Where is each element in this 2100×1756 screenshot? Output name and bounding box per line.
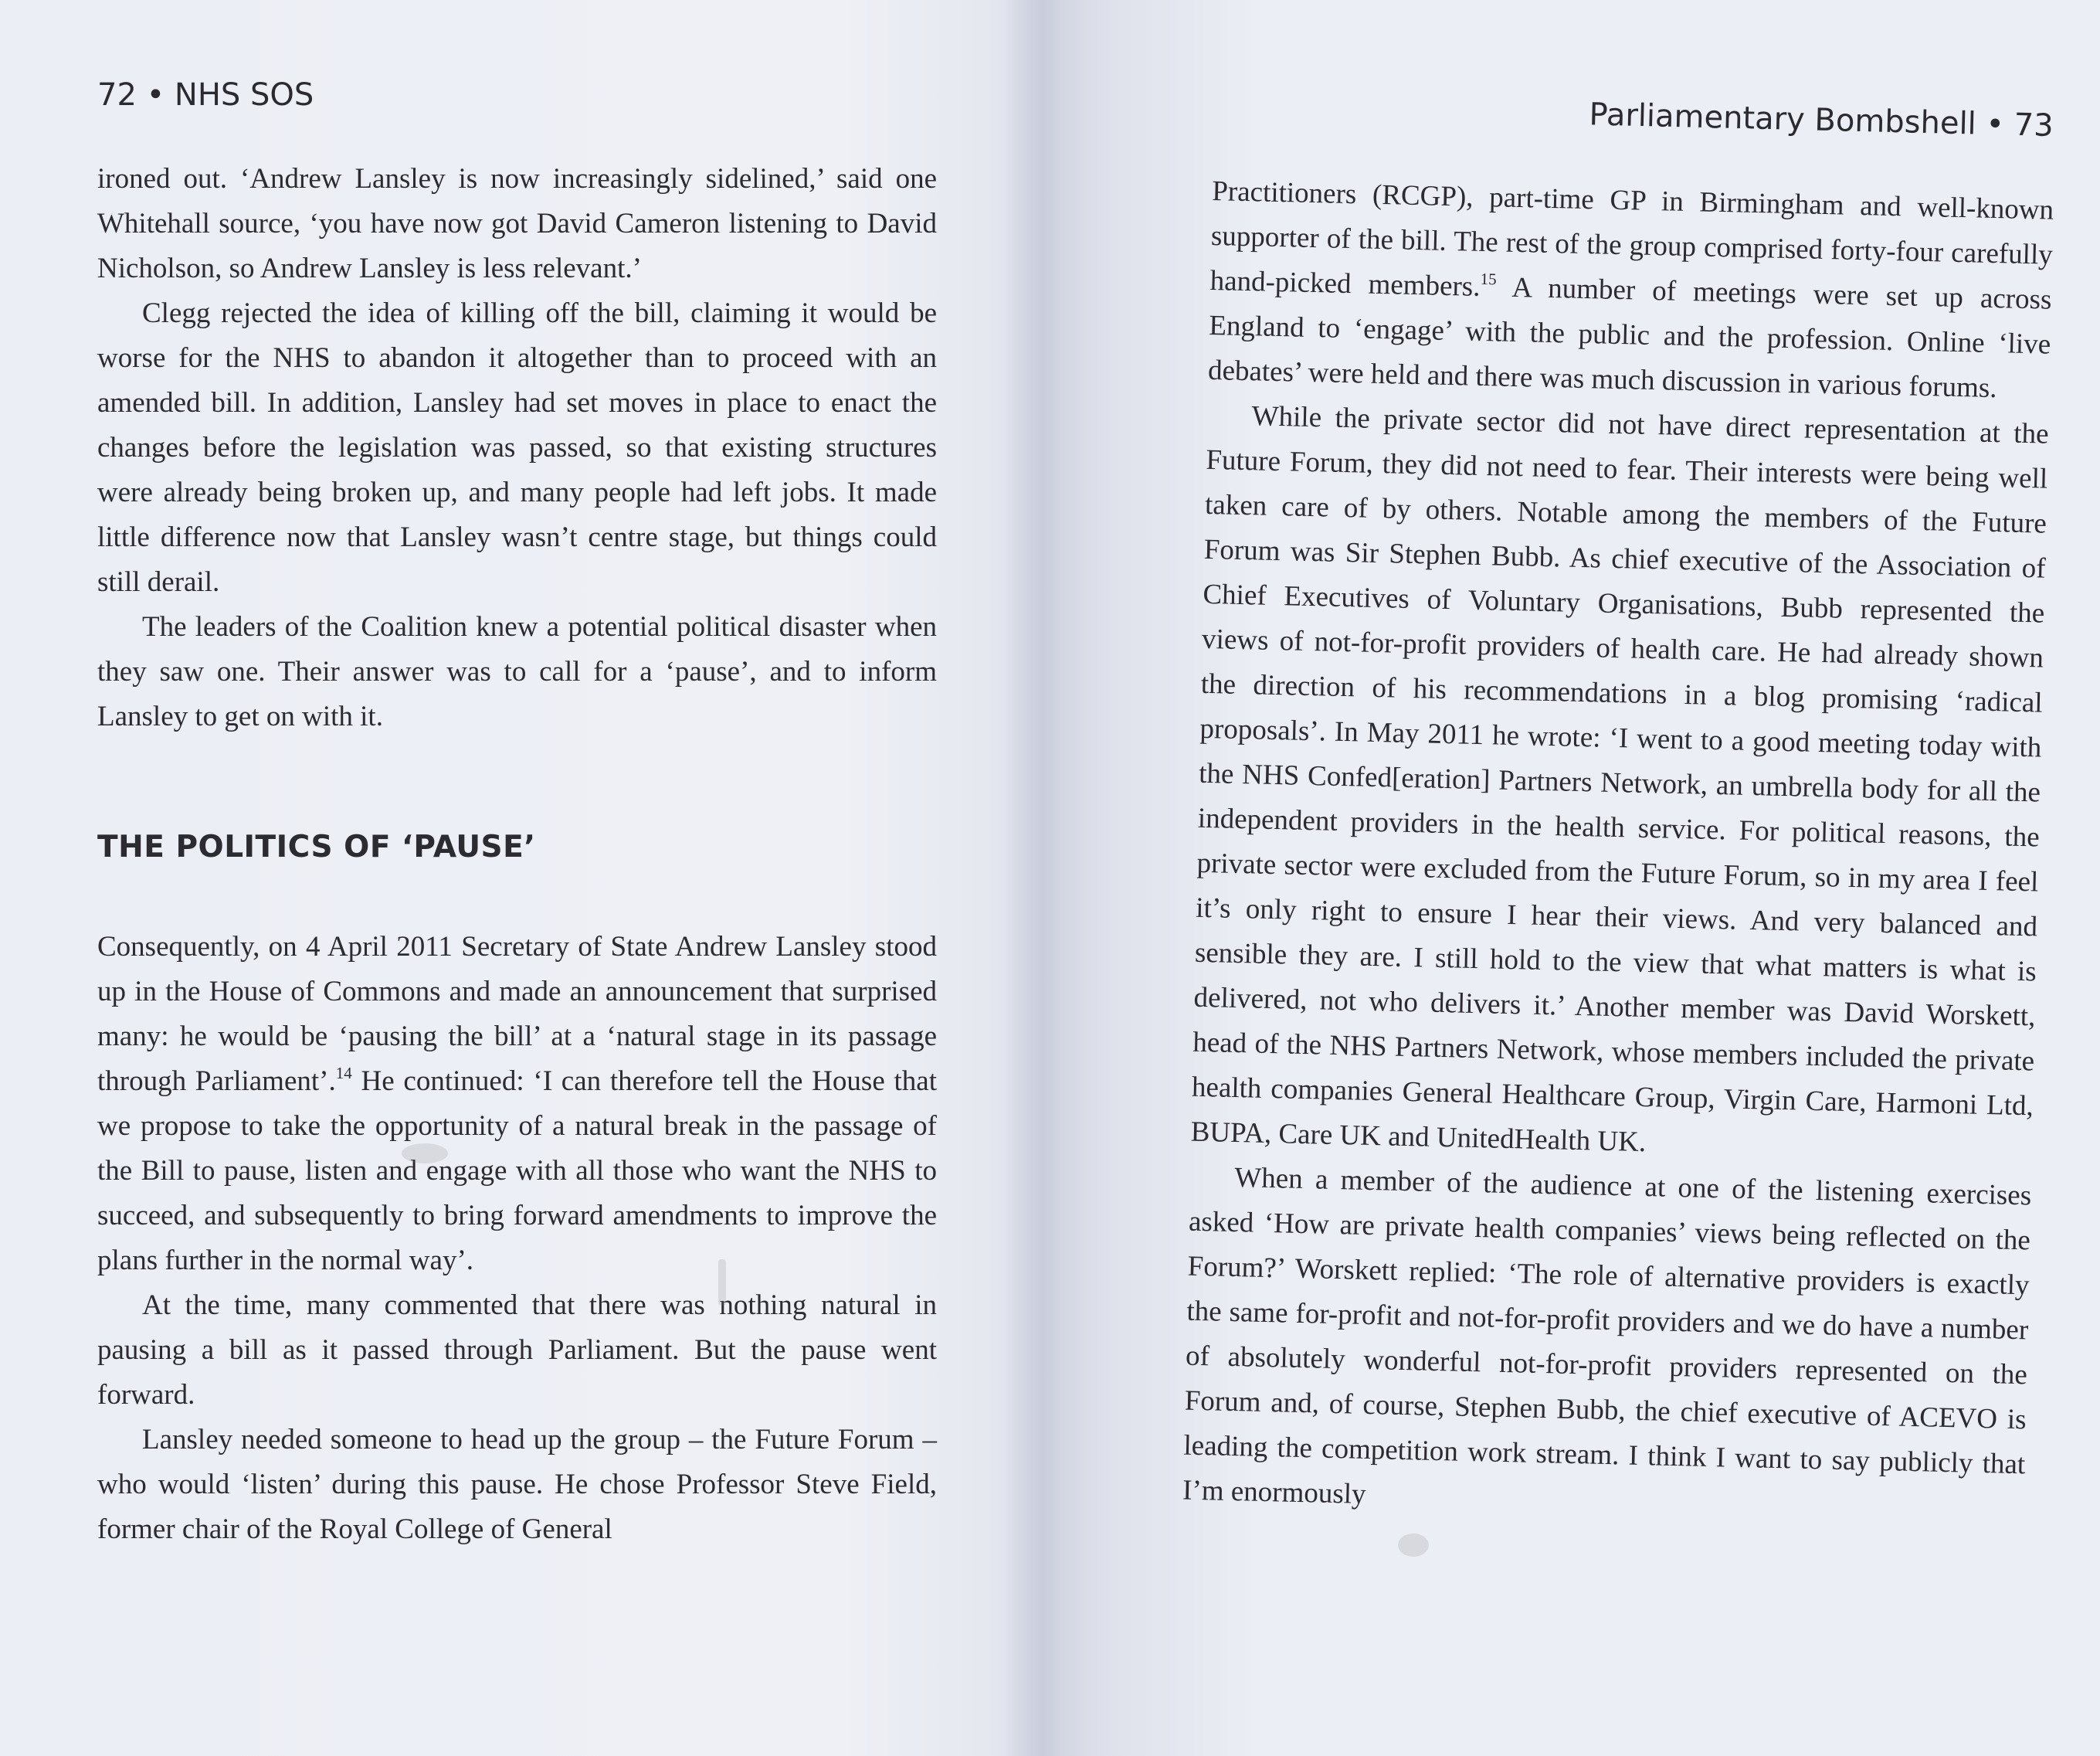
right-page [1074,0,2100,1756]
left-paragraph-4-before: Consequently, on 4 April 2011 Secretary of State Andrew Lansley stood up in the House of Commons and made an announcement that surprised many: he would be ‘pausing the bill’ at a ‘natural stage in its passage through Parliament’. [97,931,937,1097]
left-running-head: 72 • NHS SOS [97,77,314,113]
left-paragraph-3: The leaders of the Coalition knew a potential political disaster when they saw one. Their answer was to call for a ‘pause’, and to inform Lansley to get on with it. [97,611,937,732]
right-running-head: Parliamentary Bombshell • 73 [1588,97,2054,144]
right-text-block [1182,169,2054,1532]
left-paragraph-2: Clegg rejected the idea of killing off the bill, claiming it would be worse for the NHS to abandon it altogether than to proceed with an amended bill. In addition, Lansley had set moves in place to enact the changes before the legislation was passed, so that existing structures were already being broken up, and many people had left jobs. It made little difference now that Lansley wasn’t centre stage, but things could still derail. [97,297,937,598]
left-paragraph-4-after: He continued: ‘I can therefore tell the House that we propose to take the opportunity of a natural break in the passage of the Bill to pause, listen and engage with all those who want the NHS to succeed, and subsequently to bring forward amendments to improve the plans further in the normal way’. [97,1065,937,1276]
paper-smudge [402,1143,448,1163]
left-page [0,0,1027,1756]
left-paragraph-5: At the time, many commented that there was nothing natural in pausing a bill as it passed through Parliament. But the pause went forward. [97,1289,937,1411]
left-paragraph-4 [97,925,937,1283]
paper-smudge [1398,1534,1429,1557]
right-paragraph-1 [1207,169,2054,413]
paper-smudge [718,1259,726,1306]
endnote-marker-14: 14 [335,1064,352,1082]
section-heading: THE POLITICS OF ‘PAUSE’ [97,830,536,864]
left-text-block-top [97,157,937,739]
left-text-block-bottom [97,925,937,1552]
right-paragraph-3: When a member of the audience at one of the listening exercises asked ‘How are private health companies’ views being reflected on the Forum?’ Worskett replied: ‘The role of alternative providers is exactly the same for-profit and not-for-profit providers and we do have a number of absolutely wonderful not-for-profit providers represented on the Forum and, of course, Stephen Bubb, the chief executive of ACEVO is leading the competition work stream. I think I want to say publicly that I’m enormously [1182,1161,2032,1510]
right-paragraph-1-after: A number of meetings were set up across England to ‘engage’ with the public and the profession. Online ‘live debates’ were held and there was much discussion in various forums. [1207,271,2052,405]
right-paragraph-1-before: Practitioners (RCGP), part-time GP in Birmingham and well-known supporter of the bill. The rest of the group comprised forty-four carefully hand-picked members. [1209,175,2054,303]
left-paragraph-6: Lansley needed someone to head up the group – the Future Forum – who would ‘listen’ during this pause. He chose Professor Steve Field, former chair of the Royal College of General [97,1424,937,1545]
left-paragraph-1: ironed out. ‘Andrew Lansley is now increasingly sidelined,’ said one Whitehall source, ‘you have now got David Cameron listening to David Nicholson, so Andrew Lansley is less relevant.’ [97,163,937,284]
right-paragraph-2: While the private sector did not have direct representation at the Future Forum, they did not need to fear. Their interests were being well taken care of by others. Notable among the members of the Future Forum was Sir Stephen Bubb. As chief executive of the Association of Chief Executives of Voluntary Organisations, Bubb represented the views of not-for-profit providers of health care. He had already shown the direction of his recommendations in a blog promising ‘radical proposals’. In May 2011 he wrote: ‘I went to a good meeting today with the NHS Confed[eration] Partners Network, an umbrella body for all the independent providers in the health service. For political reasons, the private sector were excluded from the Future Forum, so in my area I feel it’s only right to ensure I hear their views. And very balanced and sensible they are. I still hold to the view that what matters is what is delivered, not who delivers it.’ Another member was David Worskett, head of the NHS Partners Network, whose members included the private health companies General Healthcare Group, Virgin Care, Harmoni Ltd, BUPA, Care UK and UnitedHealth UK. [1190,400,2049,1159]
endnote-marker-15: 15 [1480,269,1497,289]
